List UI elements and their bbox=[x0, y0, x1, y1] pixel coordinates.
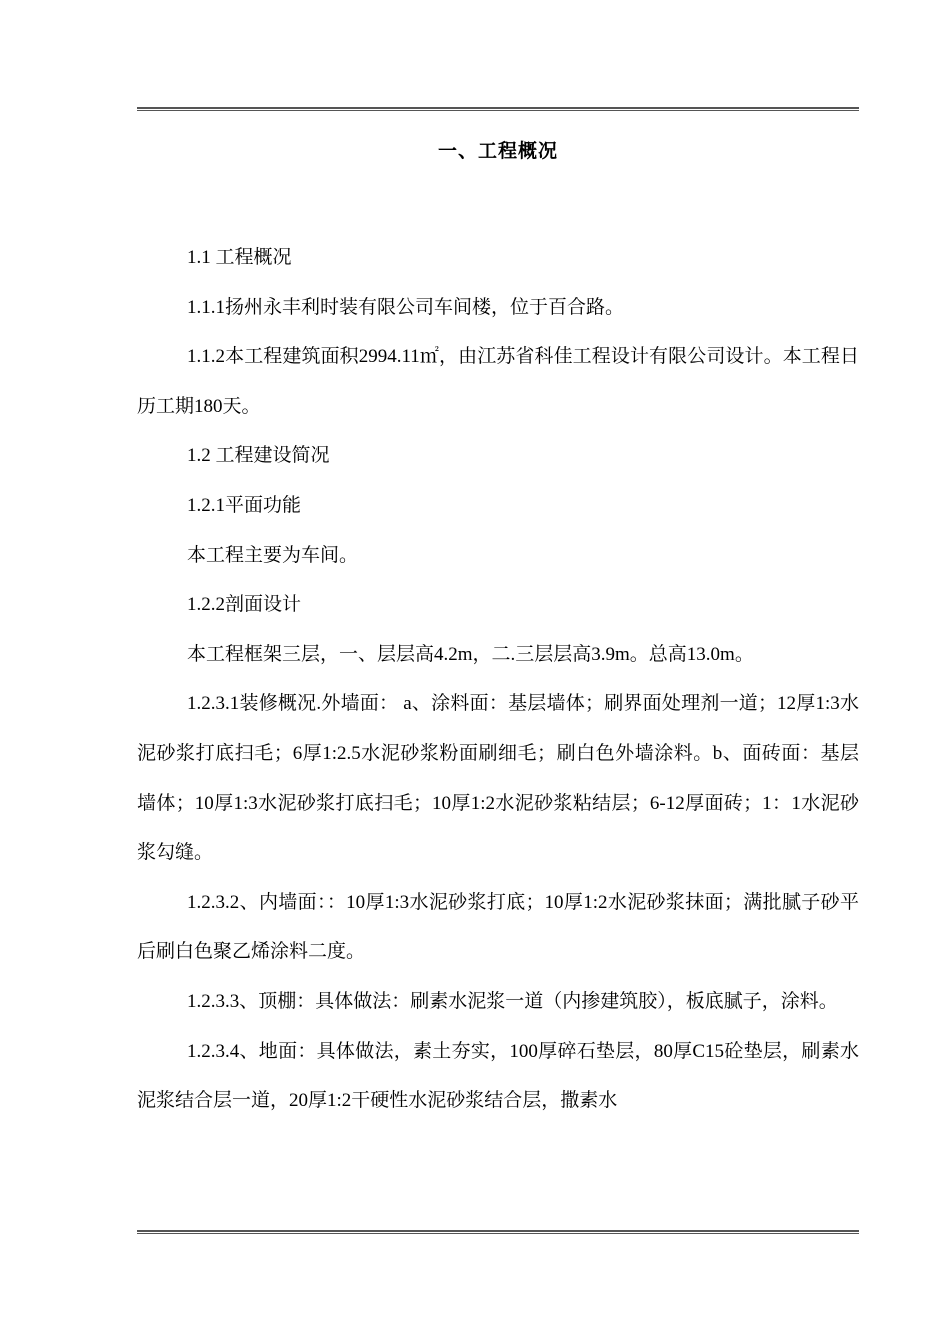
paragraph-1-1-1: 1.1.1扬州永丰利时装有限公司车间楼，位于百合路。 bbox=[187, 296, 625, 318]
paragraph-1-2-3-3: 1.2.3.3、顶棚：具体做法：刷素水泥浆一道（内掺建筑胶），板底腻子，涂料。 bbox=[187, 990, 838, 1012]
paragraph-1-2: 1.2 工程建设简况 bbox=[187, 445, 330, 467]
paragraph-1-2-3-2: 1.2.3.2、内墙面：：10厚1:3水泥砂浆打底；10厚1:2水泥砂浆抹面；满批腻子砂平后刷白色聚乙烯涂料二度。 bbox=[137, 891, 859, 963]
paragraph-1-2-2: 1.2.2剖面设计 bbox=[187, 594, 302, 616]
paragraph-1-2-1: 1.2.1平面功能 bbox=[187, 494, 302, 516]
header-rule bbox=[137, 107, 859, 111]
document-body bbox=[137, 233, 859, 1126]
section-title: 一、工程概况 bbox=[437, 140, 558, 162]
footer-rule bbox=[137, 1230, 859, 1234]
paragraph-1-1: 1.1 工程概况 bbox=[187, 247, 292, 268]
paragraph-1-2-3-4: 1.2.3.4、地面：具体做法，素土夯实，100厚碎石垫层，80厚C15砼垫层，刷素水泥浆结合层一道，20厚1:2干硬性水泥砂浆结合层，撒素水 bbox=[137, 1040, 859, 1112]
paragraph-function-text: 本工程主要为车间。 bbox=[187, 544, 359, 566]
paragraph-section-text: 本工程框架三层，一、层层高4.2m，二.三层层高3.9m。总高13.0m。 bbox=[187, 643, 754, 665]
paragraph-1-2-3-1: 1.2.3.1装修概况.外墙面： a、涂料面：基层墙体；刷界面处理剂一道；12厚1:3水泥砂浆打底扫毛；6厚1:2.5水泥砂浆粉面刷细毛；刷白色外墙涂料。b、面砖面：基层墙体；10厚1:3水泥砂浆打底扫毛；10厚1:2水泥砂浆粘结层；6-12厚面砖；1：1水泥砂浆勾缝。 bbox=[137, 693, 859, 864]
paragraph-1-1-2: 1.1.2本工程建筑面积2994.11㎡，由江苏省科佳工程设计有限公司设计。本工程日历工期180天。 bbox=[137, 346, 859, 417]
